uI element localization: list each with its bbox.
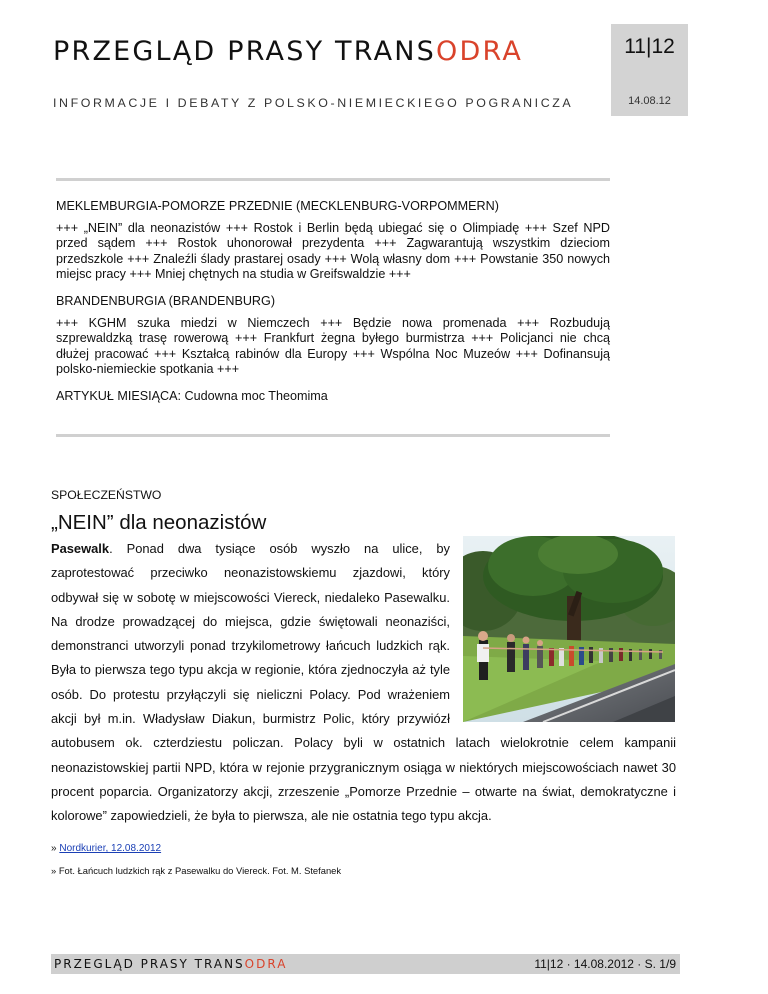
source-prefix: » <box>51 843 60 854</box>
article-dateline: Pasewalk <box>51 541 110 556</box>
masthead-subtitle: INFORMACJE I DEBATY Z POLSKO-NIEMIECKIEGO POGRANICZA <box>53 96 574 110</box>
divider-bottom <box>56 434 610 437</box>
issue-date: 14.08.12 <box>628 95 671 107</box>
issue-box <box>611 24 688 116</box>
article-body <box>51 537 676 829</box>
source-link[interactable]: Nordkurier, 12.08.2012 <box>59 843 162 854</box>
region-headlines-brandenburg: +++ KGHM szuka miedzi w Niemczech +++ Będzie nowa promenada +++ Rozbudują szprewaldzką trasę rowerową +++ Frankfurt żegna byłego burmistrza +++ Policjanci nie chcą dłużej pracować +++ Kształcą rabinów dla Europy +++ Wspólna Noc Muzeów +++ Dofinansują polsko-niemieckie spotkania +++ <box>56 316 610 376</box>
region-title-mv: MEKLEMBURGIA-POMORZE PRZEDNIE (MECKLENBURG-VORPOMMERN) <box>56 199 499 213</box>
article-title: „NEIN” dla neonazistów <box>51 511 267 534</box>
footer-title-accent: ODRA <box>244 957 288 971</box>
article-source <box>51 843 161 854</box>
region-headlines-mv: +++ „NEIN” dla neonazistów +++ Rostok i Berlin będą ubiegać się o Olimpiadę +++ Szef NPD przed sądem +++ Rostok uhonorował prezydenta +++ Zagwarantują wszystkim dzieciom przedszkole +++ Znaleźli ślady prastarej osady +++ Wolą własny dom +++ Powstanie 350 nowych miejsc pracy +++ Mniej chętnych na studia w Greifswaldzie +++ <box>56 221 610 281</box>
footer-page-number: 11|12 · 14.08.2012 · S. 1/9 <box>534 957 676 971</box>
region-title-brandenburg: BRANDENBURGIA (BRANDENBURG) <box>56 294 276 308</box>
issue-number: 11|12 <box>624 35 675 58</box>
footer-title-main: PRZEGLĄD PRASY TRANS <box>54 957 245 971</box>
footer-bar <box>51 954 680 974</box>
article-of-month[interactable]: ARTYKUŁ MIESIĄCA: Cudowna moc Theomima <box>56 389 328 403</box>
article-section-label: SPOŁECZEŃSTWO <box>51 488 162 502</box>
divider-top <box>56 178 610 181</box>
article-text: . Ponad dwa tysiące osób wyszło na ulice, by zaprotestować przeciwko neonazistowskiemu zjazdowi, który odbywał się w sobotę w miejscowości Viereck, niedaleko Pasewalku. Na drodze prowadzącej do miejsca, gdzie świętowali neonaziści, demonstranci utworzyli ponad trzykilometrowy łańcuch ludzkich rąk. Była to pierwsza tego typu akcja w regionie, która zjednoczyła aż tyle osób. Do protestu przyłączyli się nieliczni Polacy. Pod wrażeniem akcji był m.in. Władysław Diakun, burmistrz Polic, który przywiózł autobusem ok. czterdziestu policzan. Polacy byli w ostatnich latach wielokrotnie celem kampanii neonazistowskiej partii NPD, która w rejonie przygranicznym osiąga w niektórych miejscowościach nawet 30 procent poparcia. Organizatorzy akcji, zrzeszenie „Pomorze Przednie – otwarte na świat, demokratyczne i kolorowe” zapowiedzieli, że była to pierwsza, ale nie ostatnia tego typu akcja. <box>51 541 676 824</box>
footer-title <box>54 957 287 971</box>
masthead-title <box>53 36 523 67</box>
masthead-title-main: PRZEGLĄD PRASY TRANS <box>53 36 437 67</box>
photo-caption: » Fot. Łańcuch ludzkich rąk z Pasewalku do Viereck. Fot. M. Stefanek <box>51 865 342 876</box>
photo-spacer <box>450 537 676 723</box>
masthead-title-accent: ODRA <box>436 36 523 67</box>
